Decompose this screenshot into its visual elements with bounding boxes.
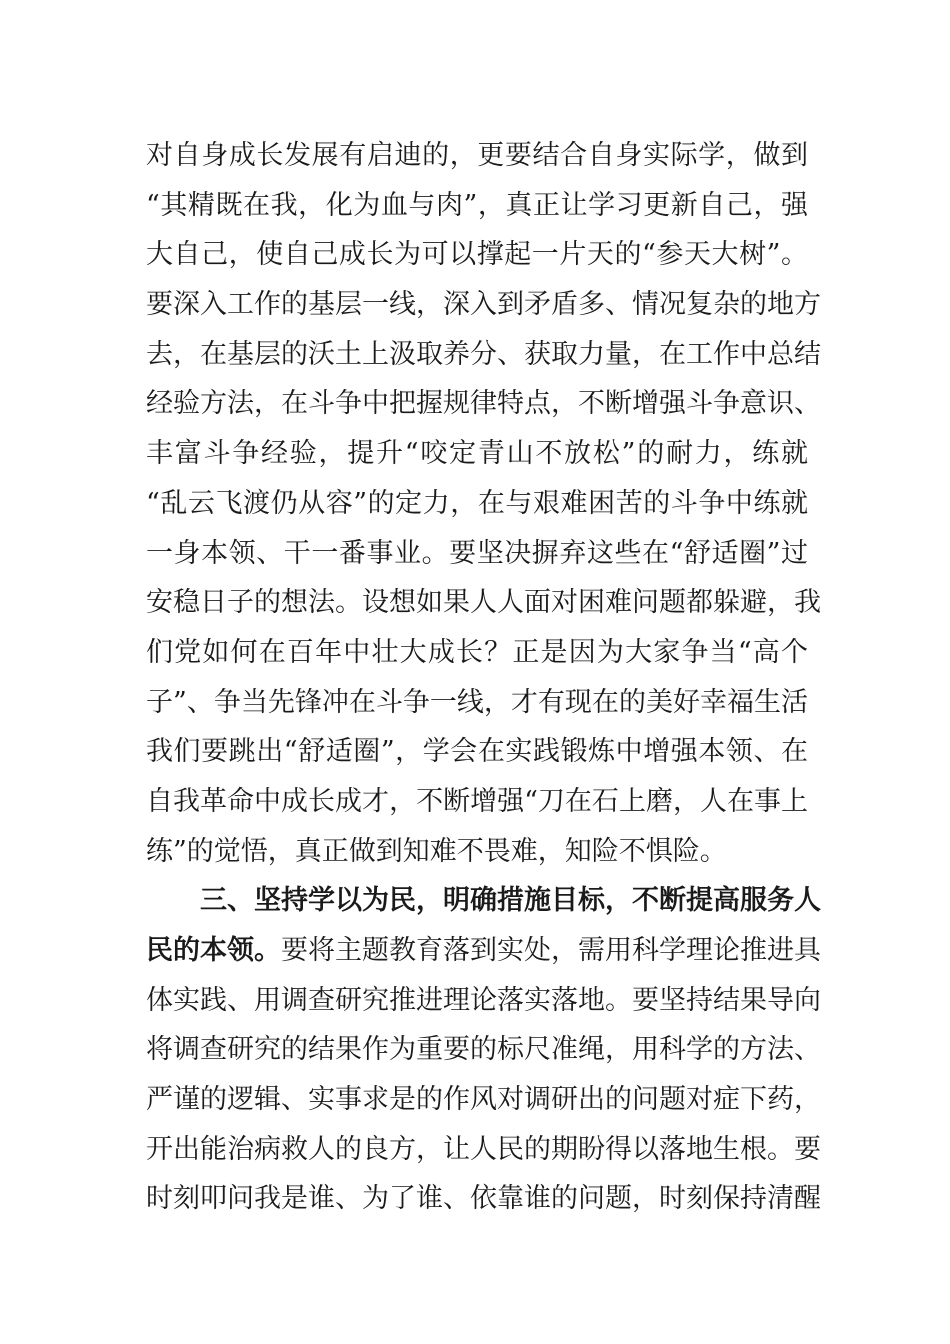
paragraph-line: 将调查研究的结果作为重要的标尺准绳，用科学的方法、 xyxy=(146,1034,821,1066)
paragraph-line: “其精既在我，化为血与肉”，真正让学习更新自己，强 xyxy=(146,189,808,221)
paragraph-line: “乱云飞渡仍从容”的定力，在与艰难困苦的斗争中练就 xyxy=(146,487,808,519)
paragraph-line: 去，在基层的沃土上汲取养分、获取力量，在工作中总结 xyxy=(146,338,821,370)
section-heading-end: 民的本领。 xyxy=(146,935,281,966)
document-body xyxy=(146,131,821,1224)
paragraph-line: 大自己，使自己成长为可以撑起一片天的“参天大树”。 xyxy=(146,239,808,271)
paragraph-line: 一身本领、干一番事业。要坚决摒弃这些在“舒适圈”过 xyxy=(146,537,808,569)
section-heading-continuation xyxy=(146,926,821,976)
paragraph-line: 子”、争当先锋冲在斗争一线，才有现在的美好幸福生活 xyxy=(146,686,808,718)
paragraph-line: 们党如何在百年中壮大成长？正是因为大家争当“高个 xyxy=(146,636,808,668)
section-heading: 三、坚持学以为民，明确措施目标，不断提高服务人 xyxy=(200,885,821,917)
paragraph-line: 经验方法，在斗争中把握规律特点，不断增强斗争意识、 xyxy=(146,388,821,420)
paragraph-line: 时刻叩问我是谁、为了谁、依靠谁的问题，时刻保持清醒 xyxy=(146,1183,821,1215)
paragraph-line: 安稳日子的想法。设想如果人人面对困难问题都躲避，我 xyxy=(146,587,821,619)
paragraph-line: 要深入工作的基层一线，深入到矛盾多、情况复杂的地方 xyxy=(146,289,821,321)
paragraph-line: 对自身成长发展有启迪的，更要结合自身实际学，做到 xyxy=(146,140,808,171)
paragraph-line: 自我革命中成长成才，不断增强“刀在石上磨，人在事上 xyxy=(146,785,808,817)
paragraph-line: 我们要跳出“舒适圈”，学会在实践锻炼中增强本领、在 xyxy=(146,736,808,768)
paragraph-line: 丰富斗争经验，提升“咬定青山不放松”的耐力，练就 xyxy=(146,438,808,470)
paragraph-line: 体实践、用调查研究推进理论落实落地。要坚持结果导向 xyxy=(146,984,821,1016)
paragraph-line: 严谨的逻辑、实事求是的作风对调研出的问题对症下药， xyxy=(146,1084,821,1116)
paragraph-line: 开出能治病救人的良方，让人民的期盼得以落地生根。要 xyxy=(146,1133,821,1165)
paragraph-text: 要将主题教育落到实处，需用科学理论推进具 xyxy=(281,935,821,966)
paragraph-line: 练”的觉悟，真正做到知难不畏难，知险不惧险。 xyxy=(146,835,727,867)
